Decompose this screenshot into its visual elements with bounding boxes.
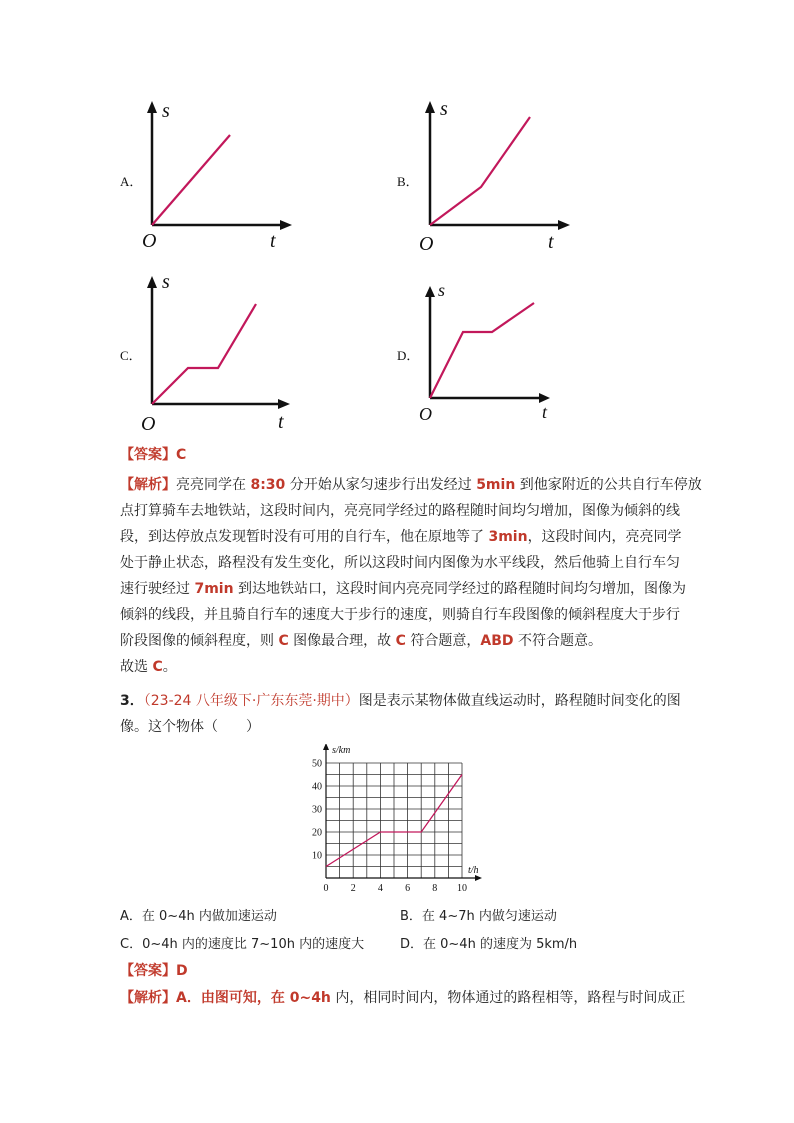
analysis-1-text: 分开始从家匀速步行出发经过 <box>285 477 477 493</box>
analysis-1-line-2 <box>120 498 680 524</box>
conclusion-text: 。 <box>162 659 177 675</box>
option-b-s-label: s <box>440 98 448 120</box>
analysis-3 <box>120 985 686 1011</box>
analysis-1-value: C <box>395 633 406 649</box>
analysis-1-text: 不符合题意。 <box>513 633 602 649</box>
analysis-1-value: C <box>278 633 289 649</box>
analysis-1-text: 阶段图像的倾斜程度，则 <box>120 633 279 649</box>
option-b-label: B． <box>397 174 419 189</box>
analysis-1-line-6 <box>120 602 680 628</box>
analysis-1-text: 处于静止状态，路程没有发生变化，所以这段时间内图像为水平线段，然后他骑上自行车匀 <box>120 555 680 571</box>
choice-b-text: 在 4~7h 内做匀速运动 <box>421 909 557 924</box>
analysis-1-value: 7min <box>194 581 234 597</box>
analysis-1-text: 速行驶经过 <box>120 581 195 597</box>
question-3-text-2: 像。这个物体（ ） <box>120 719 260 735</box>
analysis-1-bracket: 【解析】 <box>120 477 176 493</box>
analysis-1-text: 倾斜的线段，并且骑自行车的速度大于步行的速度，则骑自行车段图像的倾斜程度大于步行 <box>120 607 680 623</box>
analysis-1-text: 到达地铁站口，这段时间内亮亮同学经过的路程随时间均匀增加，图像为 <box>233 581 687 597</box>
option-c-graph <box>140 270 310 435</box>
analysis-1-line-4 <box>120 550 680 576</box>
choice-a[interactable] <box>120 905 277 924</box>
y-tick-label: 50 <box>312 758 322 770</box>
option-d-origin-label: O <box>419 404 432 424</box>
answer-3-value: D <box>176 963 188 979</box>
choice-d-label: D． <box>400 937 424 952</box>
analysis-1-line-3 <box>120 524 680 550</box>
conclusion-value: C <box>152 659 163 675</box>
analysis-1-text: 段，到达停放点发现暂时没有可用的自行车，他在原地等了 <box>120 529 489 545</box>
x-tick-label: 10 <box>457 883 467 894</box>
option-d-t-label: t <box>542 402 548 422</box>
y-tick-label: 10 <box>312 850 322 862</box>
y-tick-label: 30 <box>312 804 322 816</box>
choice-c-label: C． <box>120 937 143 952</box>
analysis-1-value: ABD <box>480 633 514 649</box>
x-tick-label: 0 <box>323 883 329 894</box>
option-a-origin-label: O <box>142 230 157 252</box>
choice-b-label: B． <box>400 909 422 924</box>
analysis-3-value: 0~4h <box>289 990 331 1006</box>
analysis-1-line-5 <box>120 576 687 602</box>
analysis-1-text: 亮亮同学在 <box>176 477 251 493</box>
s-t-chart <box>300 744 500 904</box>
option-a-s-label: s <box>162 100 170 122</box>
x-tick-label: 4 <box>377 883 383 894</box>
option-c-s-label: s <box>162 271 170 293</box>
answer-3 <box>120 958 680 984</box>
analysis-1-text: 符合题意， <box>405 633 481 649</box>
option-c-t-label: t <box>278 411 284 433</box>
analysis-1-text: 图像最合理，故 <box>288 633 396 649</box>
option-a-label: A． <box>120 174 143 189</box>
choice-d[interactable] <box>400 933 577 952</box>
answer-1-value: C <box>176 447 187 463</box>
choice-a-text: 在 0~4h 内做加速运动 <box>141 909 277 924</box>
y-axis-arrow <box>323 744 329 750</box>
option-b-graph <box>418 95 588 260</box>
option-a-t-label: t <box>270 230 276 252</box>
choice-d-text: 在 0~4h 的速度为 5km/h <box>423 937 578 952</box>
analysis-1-text: 点打算骑车去地铁站，这段时间内，亮亮同学经过的路程随时间均匀增加，图像为倾斜的线 <box>120 503 680 519</box>
analysis-1 <box>120 472 702 680</box>
analysis-3-bracket: 【解析】 <box>120 990 176 1006</box>
y-tick-label: 20 <box>312 827 322 839</box>
choice-c[interactable] <box>120 933 364 952</box>
conclusion-1 <box>120 654 680 680</box>
question-3-number: 3． <box>120 693 144 709</box>
answer-1 <box>120 442 680 468</box>
option-b-origin-label: O <box>419 233 434 255</box>
option-b-t-label: t <box>548 231 554 253</box>
x-tick-label: 2 <box>350 883 356 894</box>
analysis-1-text: 到他家附近的公共自行车停放 <box>515 477 702 493</box>
analysis-3-text: A．由图可知，在 <box>176 990 290 1006</box>
choice-c-text: 0~4h 内的速度比 7~10h 内的速度大 <box>142 937 365 952</box>
question-3-text-1: 图是表示某物体做直线运动时，路程随时间变化的图 <box>358 693 681 709</box>
analysis-1-line-1 <box>120 472 702 498</box>
x-axis-label: t/h <box>468 865 479 876</box>
option-d-s-label: s <box>438 280 446 300</box>
analysis-3-text: 内，相同时间内，物体通过的路程相等，路程与时间成正 <box>330 990 686 1006</box>
x-tick-label: 8 <box>432 883 438 894</box>
question-3 <box>120 688 680 740</box>
question-3-source: （23-24 八年级下·广东东莞·期中） <box>143 693 359 709</box>
analysis-1-value: 8:30 <box>250 477 286 493</box>
option-d-graph <box>418 280 568 430</box>
choice-b[interactable] <box>400 905 557 924</box>
choice-a-label: A． <box>120 909 142 924</box>
option-c-label: C． <box>120 348 142 363</box>
answer-3-bracket: 【答案】 <box>120 963 176 979</box>
answer-1-bracket: 【答案】 <box>120 447 176 463</box>
conclusion-text: 故选 <box>120 659 153 675</box>
analysis-1-value: 3min <box>488 529 528 545</box>
option-c-origin-label: O <box>141 413 156 435</box>
analysis-1-value: 5min <box>476 477 516 493</box>
y-tick-label: 40 <box>312 781 322 793</box>
analysis-1-text: ，这段时间内，亮亮同学 <box>527 529 682 545</box>
option-a-graph <box>140 95 310 260</box>
x-tick-label: 6 <box>405 883 411 894</box>
analysis-1-line-7 <box>120 628 680 654</box>
option-d-label: D． <box>397 348 420 363</box>
y-axis-label: s/km <box>332 745 351 756</box>
